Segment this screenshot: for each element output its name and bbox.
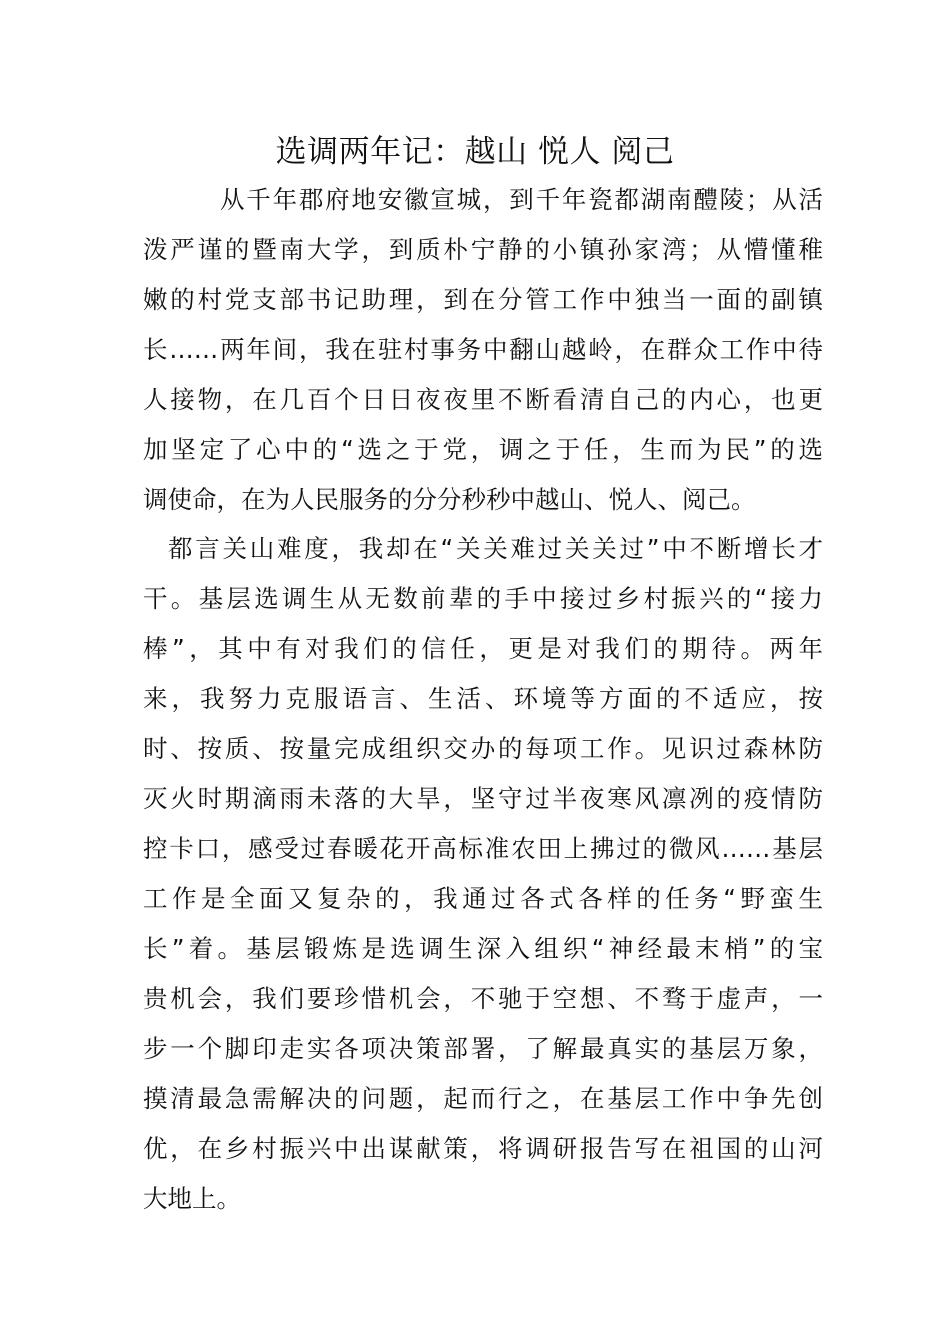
paragraph-line: 大地上。 (143, 1184, 241, 1213)
paragraph-line: 时、按质、按量完成组织交办的每项工作。见识过森林防 (143, 734, 823, 763)
paragraph-line: 嫩的村党支部书记助理，到在分管工作中独当一面的副镇 (143, 285, 823, 314)
paragraph-line: 都言关山难度，我却在“关关难过关关过”中不断增长才 (168, 534, 823, 563)
paragraph-line: 从千年郡府地安徽宣城，到千年瓷都湖南醴陵；从活 (220, 185, 823, 214)
paragraph-line: 调使命，在为人民服务的分分秒秒中越山、悦人、阅己。 (143, 485, 756, 514)
paragraph-line: 泼严谨的暨南大学，到质朴宁静的小镇孙家湾；从懵懂稚 (143, 235, 823, 264)
paragraph-line: 干。基层选调生从无数前辈的手中接过乡村振兴的“接力 (143, 584, 823, 613)
paragraph-line: 长”着。基层锻炼是选调生深入组织“神经最末梢”的宝 (143, 934, 823, 963)
paragraph-line: 优，在乡村振兴中出谋献策，将调研报告写在祖国的山河 (143, 1134, 823, 1163)
paragraph-line: 棒”，其中有对我们的信任，更是对我们的期待。两年 (143, 634, 823, 663)
paragraph-line: 人接物，在几百个日日夜夜里不断看清自己的内心，也更 (143, 385, 823, 414)
paragraph-line: 贵机会，我们要珍惜机会，不驰于空想、不骛于虚声，一 (143, 984, 823, 1013)
paragraph-line: 灭火时期滴雨未落的大旱，坚守过半夜寒风凛冽的疫情防 (143, 784, 823, 813)
paragraph-line: 工作是全面又复杂的，我通过各式各样的任务“野蛮生 (143, 884, 823, 913)
paragraph-line: 长……两年间，我在驻村事务中翻山越岭，在群众工作中待 (143, 335, 823, 364)
paragraph-line: 控卡口，感受过春暖花开高标准农田上拂过的微风……基层 (143, 834, 823, 863)
paragraph-line: 摸清最急需解决的问题，起而行之，在基层工作中争先创 (143, 1084, 823, 1113)
paragraph-line: 步一个脚印走实各项决策部署，了解最真实的基层万象， (143, 1034, 823, 1063)
paragraph-line: 来，我努力克服语言、生活、环境等方面的不适应，按 (143, 684, 823, 713)
paragraph-line: 加坚定了心中的“选之于党，调之于任，生而为民”的选 (143, 435, 823, 464)
document-title: 选调两年记：越山 悦人 阅己 (275, 134, 675, 170)
